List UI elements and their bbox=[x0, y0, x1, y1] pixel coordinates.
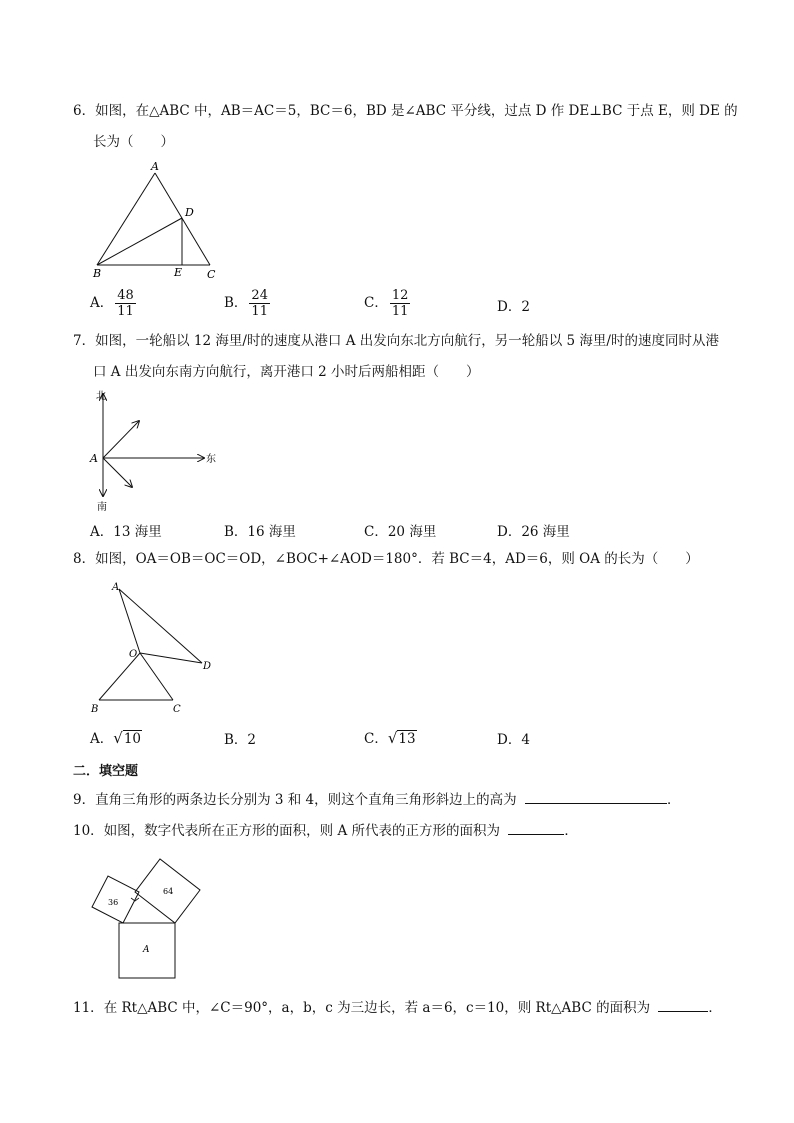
q8-label-c: C bbox=[173, 704, 181, 715]
q11-line bbox=[73, 997, 722, 1018]
q7-option-a[interactable]: A．13 海里 bbox=[90, 524, 162, 540]
section-fill-in-title: 二．填空题 bbox=[73, 764, 139, 779]
q9-number: 9． bbox=[73, 792, 96, 808]
q11-number: 11． bbox=[73, 1000, 104, 1016]
q8-option-c[interactable]: C．√13 bbox=[364, 729, 416, 747]
q7-label-south: 南 bbox=[97, 502, 107, 513]
q8-text: 如图，OA＝OB＝OC＝OD，∠BOC+∠AOD＝180°．若 BC＝4，AD＝6，则 OA 的长为（ ） bbox=[95, 551, 699, 567]
q7-line1 bbox=[73, 331, 719, 351]
q8-option-d[interactable]: D．4 bbox=[497, 732, 530, 748]
q6-option-b[interactable]: B． $\frac{24}{11}$ bbox=[224, 288, 268, 319]
q6-line2: 长为（ ） bbox=[93, 134, 174, 150]
q9-text: 直角三角形的两条边长分别为 3 和 4，则这个直角三角形斜边上的高为 bbox=[95, 792, 517, 808]
q10-label-36: 36 bbox=[108, 898, 119, 907]
q8-label-d: D bbox=[203, 661, 212, 672]
q10-line bbox=[73, 820, 578, 841]
q6-option-c-fraction: $\frac{12}{11}$ bbox=[391, 288, 409, 319]
q9-line bbox=[73, 789, 680, 810]
q7-label-north: 北 bbox=[96, 391, 106, 402]
q9-end: ． bbox=[666, 792, 681, 808]
q7-compass-figure bbox=[84, 388, 224, 516]
q10-end: ． bbox=[564, 823, 578, 839]
q7-northeast-path bbox=[103, 421, 139, 458]
q11-end: ． bbox=[708, 1000, 722, 1016]
q9-answer-blank[interactable] bbox=[525, 789, 667, 804]
q11-answer-blank[interactable] bbox=[658, 997, 708, 1012]
q8-line1 bbox=[73, 549, 699, 569]
q6-label-b: B bbox=[93, 267, 102, 280]
q10-squares-figure bbox=[90, 852, 210, 982]
q6-label-e: E bbox=[174, 266, 183, 279]
q7-label-east: 东 bbox=[206, 454, 216, 465]
q8-label-b: B bbox=[91, 704, 99, 715]
q6-triangle-figure bbox=[85, 158, 225, 283]
q7-number: 7． bbox=[73, 333, 96, 349]
q10-label-a: A bbox=[143, 945, 150, 955]
q6-option-b-fraction: $\frac{24}{11}$ bbox=[251, 288, 268, 319]
q7-text: 如图，一轮船以 12 海里/时的速度从港口 A 出发向东北方向航行，另一轮船以 5 海里/时的速度同时从港 bbox=[95, 333, 719, 349]
q6-line1 bbox=[73, 101, 738, 121]
q8-label-a: A bbox=[112, 582, 120, 593]
q6-option-c[interactable]: C． $\frac{12}{11}$ bbox=[364, 288, 409, 319]
q6-number: 6． bbox=[73, 103, 96, 119]
q6-label-a: A bbox=[151, 160, 159, 173]
q6-option-d[interactable]: D．2 bbox=[497, 299, 530, 315]
q10-label-64: 64 bbox=[163, 887, 174, 896]
q8-option-b[interactable]: B．2 bbox=[224, 732, 257, 748]
q6-option-a[interactable]: A． $\frac{48}{11}$ bbox=[90, 288, 134, 319]
q7-label-a: A bbox=[90, 452, 98, 465]
sqrt-icon: √ bbox=[387, 729, 398, 747]
q6-text: 如图，在△ABC 中，AB＝AC＝5，BC＝6，BD 是∠ABC 平分线，过点 D 作 DE⊥BC 于点 E，则 DE 的 bbox=[95, 103, 738, 119]
q6-option-a-fraction: $\frac{48}{11}$ bbox=[117, 288, 134, 319]
q11-text: 在 Rt△ABC 中，∠C＝90°，a，b，c 为三边长，若 a＝6，c＝10，则 Rt△ABC 的面积为 bbox=[103, 1000, 651, 1016]
q8-label-o: O bbox=[129, 649, 138, 660]
q7-option-d[interactable]: D．26 海里 bbox=[497, 524, 570, 540]
q7-line2: 口 A 出发向东南方向航行，离开港口 2 小时后两船相距（ ） bbox=[93, 364, 480, 380]
q7-southeast-path bbox=[103, 458, 132, 487]
q8-segment-ob bbox=[99, 653, 140, 700]
q10-number: 10． bbox=[73, 823, 104, 839]
q6-label-d: D bbox=[185, 206, 194, 219]
q8-option-a[interactable]: A．√10 bbox=[90, 729, 141, 747]
q6-side-ab bbox=[97, 173, 155, 265]
q6-label-c: C bbox=[207, 268, 216, 281]
q8-segment-oc bbox=[140, 653, 173, 700]
q7-option-c[interactable]: C．20 海里 bbox=[364, 524, 437, 540]
q8-figure bbox=[85, 578, 225, 718]
q8-number: 8． bbox=[73, 551, 96, 567]
q10-answer-blank[interactable] bbox=[508, 820, 564, 835]
sqrt-icon: √ bbox=[113, 729, 123, 747]
q7-option-b[interactable]: B．16 海里 bbox=[224, 524, 296, 540]
q10-text: 如图，数字代表所在正方形的面积，则 A 所代表的正方形的面积为 bbox=[103, 823, 501, 839]
q6-segment-bd bbox=[97, 218, 182, 265]
